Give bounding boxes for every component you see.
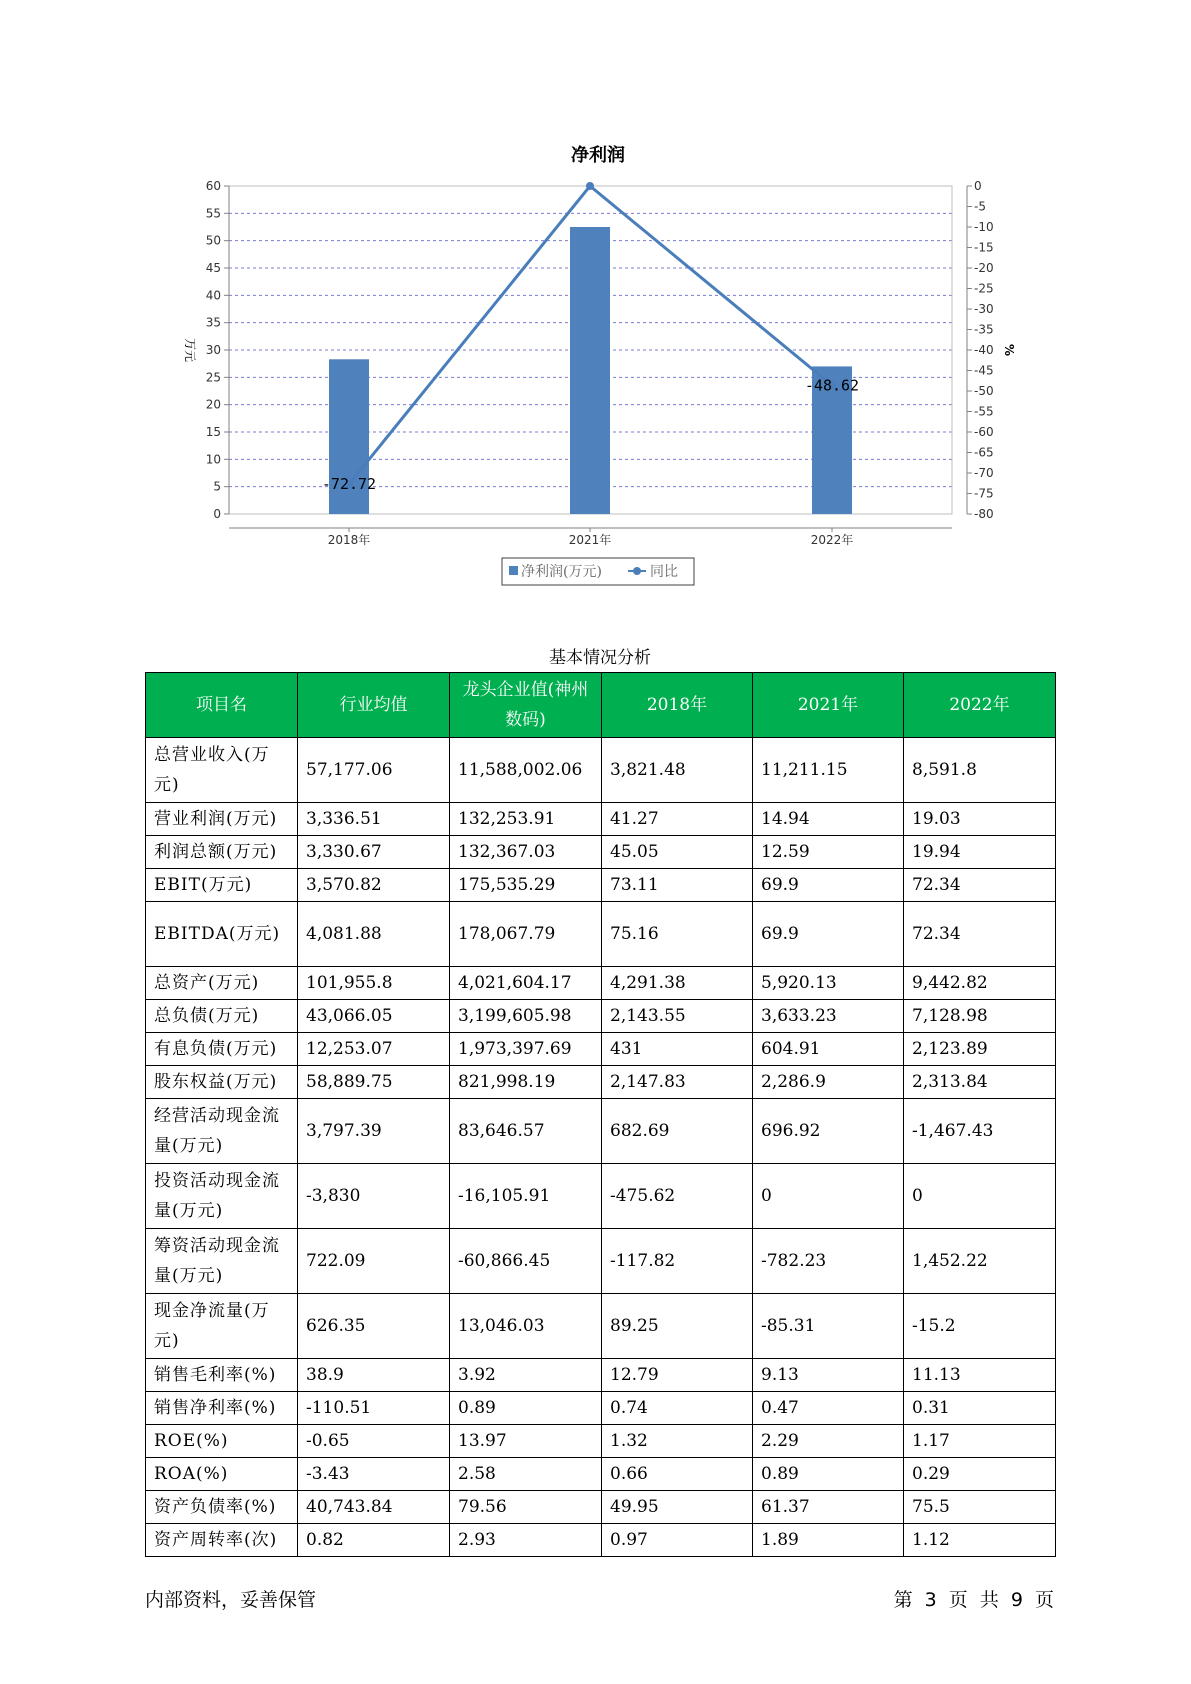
- row-label: 销售毛利率(%): [146, 1359, 298, 1392]
- chart-title: 净利润: [571, 145, 625, 166]
- y-tick-label: 10: [205, 452, 221, 467]
- bar-series: [329, 227, 852, 514]
- table-cell: 14.94: [753, 803, 904, 836]
- table-row: [146, 1099, 1056, 1164]
- table-cell: 3,797.39: [298, 1099, 450, 1164]
- table-cell: 101,955.8: [298, 967, 450, 1000]
- table-row: [146, 1524, 1056, 1557]
- table-cell: 49.95: [602, 1491, 753, 1524]
- table-cell: 132,367.03: [450, 836, 602, 869]
- table-cell: 682.69: [602, 1099, 753, 1164]
- table-cell: -85.31: [753, 1294, 904, 1359]
- y-axis: [206, 179, 229, 521]
- table-cell: 9,442.82: [904, 967, 1056, 1000]
- table-cell: 0: [753, 1164, 904, 1229]
- legend-line-marker: [633, 567, 641, 575]
- table-cell: 43,066.05: [298, 1000, 450, 1033]
- table-cell: 73.11: [602, 869, 753, 902]
- table-cell: 3,821.48: [602, 738, 753, 803]
- table-cell: 0.97: [602, 1524, 753, 1557]
- table-cell: -16,105.91: [450, 1164, 602, 1229]
- table-header-row: [146, 673, 1056, 738]
- table-row: [146, 1033, 1056, 1066]
- table-cell: 0.47: [753, 1392, 904, 1425]
- y2-tick-label: -45: [974, 363, 994, 378]
- y-tick-label: 30: [205, 343, 221, 357]
- table-cell: -110.51: [298, 1392, 450, 1425]
- y-tick-label: 25: [205, 370, 221, 385]
- column-header: 2021年: [753, 673, 904, 738]
- y2-tick-label: -65: [974, 445, 994, 460]
- y-tick-label: 0: [213, 507, 221, 521]
- x-axis: [328, 528, 854, 547]
- row-label: EBITDA(万元): [146, 902, 298, 967]
- table-cell: 2.93: [450, 1524, 602, 1557]
- chart-legend: [502, 558, 694, 585]
- table-cell: 2,147.83: [602, 1066, 753, 1099]
- table-cell: 3,330.67: [298, 836, 450, 869]
- data-label: -48.62: [804, 376, 860, 395]
- table-cell: 3,336.51: [298, 803, 450, 836]
- table-cell: 2,143.55: [602, 1000, 753, 1033]
- table-cell: 626.35: [298, 1294, 450, 1359]
- table-cell: 722.09: [298, 1229, 450, 1294]
- table-cell: -60,866.45: [450, 1229, 602, 1294]
- y2-tick-label: -75: [974, 486, 994, 501]
- table-cell: 13.97: [450, 1425, 602, 1458]
- table-cell: 69.9: [753, 902, 904, 967]
- table-row: [146, 1392, 1056, 1425]
- row-label: 经营活动现金流量(万元): [146, 1099, 298, 1164]
- table-cell: 12.59: [753, 836, 904, 869]
- table-cell: -475.62: [602, 1164, 753, 1229]
- row-label: 总营业收入(万元): [146, 738, 298, 803]
- column-header: 行业均值: [298, 673, 450, 738]
- table-cell: 431: [602, 1033, 753, 1066]
- table-cell: 8,591.8: [904, 738, 1056, 803]
- row-label: ROE(%): [146, 1425, 298, 1458]
- table-cell: 1,452.22: [904, 1229, 1056, 1294]
- table-cell: 58,889.75: [298, 1066, 450, 1099]
- table-cell: 132,253.91: [450, 803, 602, 836]
- y2-axis-label: %: [1002, 343, 1016, 357]
- table-row: [146, 1164, 1056, 1229]
- row-label: ROA(%): [146, 1458, 298, 1491]
- table-cell: 9.13: [753, 1359, 904, 1392]
- table-cell: 3,570.82: [298, 869, 450, 902]
- x-tick-label: 2018年: [327, 533, 371, 547]
- table-cell: 696.92: [753, 1099, 904, 1164]
- table-cell: -0.65: [298, 1425, 450, 1458]
- y-tick-label: 20: [205, 397, 221, 412]
- row-label: 现金净流量(万元): [146, 1294, 298, 1359]
- table-cell: 604.91: [753, 1033, 904, 1066]
- y-tick-label: 35: [205, 315, 221, 330]
- table-row: [146, 1425, 1056, 1458]
- table-cell: 2.29: [753, 1425, 904, 1458]
- table-cell: 2,313.84: [904, 1066, 1056, 1099]
- table-cell: 38.9: [298, 1359, 450, 1392]
- table-cell: 4,291.38: [602, 967, 753, 1000]
- table-cell: 821,998.19: [450, 1066, 602, 1099]
- table-cell: 2.58: [450, 1458, 602, 1491]
- table-cell: 178,067.79: [450, 902, 602, 967]
- row-label: 营业利润(万元): [146, 803, 298, 836]
- column-header: 项目名: [146, 673, 298, 738]
- row-label: 股东权益(万元): [146, 1066, 298, 1099]
- table-cell: 19.94: [904, 836, 1056, 869]
- y2-tick-label: -50: [974, 384, 994, 398]
- x-tick-label: 2021年: [568, 533, 612, 547]
- table-cell: 75.5: [904, 1491, 1056, 1524]
- table-cell: -15.2: [904, 1294, 1056, 1359]
- x-tick-label: 2022年: [810, 533, 854, 547]
- bar: [570, 227, 610, 514]
- table-row: [146, 967, 1056, 1000]
- table-row: [146, 738, 1056, 803]
- y-tick-label: 40: [205, 288, 221, 303]
- table-row: [146, 1294, 1056, 1359]
- table-cell: 3,199,605.98: [450, 1000, 602, 1033]
- row-label: 资产负债率(%): [146, 1491, 298, 1524]
- table-cell: -782.23: [753, 1229, 904, 1294]
- row-label: 资产周转率(次): [146, 1524, 298, 1557]
- row-label: 投资活动现金流量(万元): [146, 1164, 298, 1229]
- table-cell: -117.82: [602, 1229, 753, 1294]
- table-cell: 2,286.9: [753, 1066, 904, 1099]
- table-row: [146, 836, 1056, 869]
- table-cell: 89.25: [602, 1294, 753, 1359]
- table-cell: 12.79: [602, 1359, 753, 1392]
- table-cell: 83,646.57: [450, 1099, 602, 1164]
- table-cell: 1.12: [904, 1524, 1056, 1557]
- table-cell: -3,830: [298, 1164, 450, 1229]
- table-cell: 0.82: [298, 1524, 450, 1557]
- table-cell: 41.27: [602, 803, 753, 836]
- table-cell: 1,973,397.69: [450, 1033, 602, 1066]
- table-cell: 40,743.84: [298, 1491, 450, 1524]
- y-tick-label: 5: [213, 479, 221, 494]
- table-cell: 1.89: [753, 1524, 904, 1557]
- table-cell: 5,920.13: [753, 967, 904, 1000]
- table-row: [146, 902, 1056, 967]
- column-header: 龙头企业值(神州数码): [450, 673, 602, 738]
- row-label: 总资产(万元): [146, 967, 298, 1000]
- table-cell: 0.89: [753, 1458, 904, 1491]
- y2-tick-label: -70: [974, 466, 994, 480]
- y2-tick-label: -40: [974, 343, 994, 357]
- analysis-table: [145, 672, 1056, 1557]
- table-cell: 79.56: [450, 1491, 602, 1524]
- row-label: 利润总额(万元): [146, 836, 298, 869]
- table-cell: 0.89: [450, 1392, 602, 1425]
- table-cell: 12,253.07: [298, 1033, 450, 1066]
- legend-bar-label: 净利润(万元): [521, 564, 602, 580]
- row-label: 筹资活动现金流量(万元): [146, 1229, 298, 1294]
- y2-tick-label: 0: [974, 179, 982, 193]
- y2-tick-label: -25: [974, 281, 994, 296]
- table-row: [146, 1491, 1056, 1524]
- footer-confidential-note: 内部资料，妥善保管: [145, 1589, 317, 1611]
- table-cell: -3.43: [298, 1458, 450, 1491]
- table-cell: 3,633.23: [753, 1000, 904, 1033]
- y2-tick-label: -20: [974, 261, 994, 275]
- table-cell: -1,467.43: [904, 1099, 1056, 1164]
- y2-tick-label: -30: [974, 302, 994, 316]
- table-cell: 175,535.29: [450, 869, 602, 902]
- legend-bar-swatch: [509, 566, 518, 575]
- y-axis-label: 万元: [183, 337, 197, 363]
- y-tick-label: 55: [205, 206, 221, 221]
- table-cell: 11.13: [904, 1359, 1056, 1392]
- column-header: 2022年: [904, 673, 1056, 738]
- table-cell: 1.32: [602, 1425, 753, 1458]
- table-cell: 3.92: [450, 1359, 602, 1392]
- y2-tick-label: -60: [974, 425, 994, 439]
- table-row: [146, 1066, 1056, 1099]
- table-cell: 61.37: [753, 1491, 904, 1524]
- table-cell: 4,021,604.17: [450, 967, 602, 1000]
- table-row: [146, 1000, 1056, 1033]
- row-label: 销售净利率(%): [146, 1392, 298, 1425]
- table-cell: 0.74: [602, 1392, 753, 1425]
- table-cell: 13,046.03: [450, 1294, 602, 1359]
- table-cell: 72.34: [904, 869, 1056, 902]
- table-cell: 2,123.89: [904, 1033, 1056, 1066]
- y-tick-label: 45: [205, 261, 221, 275]
- table-cell: 69.9: [753, 869, 904, 902]
- y2-tick-label: -55: [974, 404, 994, 419]
- y-tick-label: 15: [205, 425, 221, 439]
- table-cell: 11,588,002.06: [450, 738, 602, 803]
- data-label: -72.72: [321, 475, 377, 494]
- footer-page-number: 第 3 页 共 9 页: [893, 1589, 1054, 1611]
- table-cell: 0: [904, 1164, 1056, 1229]
- legend-line-label: 同比: [650, 564, 678, 580]
- table-cell: 0.66: [602, 1458, 753, 1491]
- table-cell: 7,128.98: [904, 1000, 1056, 1033]
- y2-tick-label: -35: [974, 322, 994, 337]
- net-profit-chart: [0, 0, 1191, 620]
- table-cell: 75.16: [602, 902, 753, 967]
- table-row: [146, 1458, 1056, 1491]
- y2-tick-label: -80: [974, 507, 994, 521]
- table-cell: 11,211.15: [753, 738, 904, 803]
- table-body: [146, 738, 1056, 1557]
- table-row: [146, 1359, 1056, 1392]
- y-tick-label: 50: [205, 233, 221, 248]
- table-row: [146, 1229, 1056, 1294]
- y2-axis: [967, 179, 994, 521]
- table-cell: 4,081.88: [298, 902, 450, 967]
- table-caption: 基本情况分析: [549, 648, 651, 668]
- table-cell: 45.05: [602, 836, 753, 869]
- row-label: EBIT(万元): [146, 869, 298, 902]
- table-cell: 72.34: [904, 902, 1056, 967]
- table-cell: 1.17: [904, 1425, 1056, 1458]
- y2-tick-label: -5: [974, 199, 986, 214]
- table-cell: 0.31: [904, 1392, 1056, 1425]
- y2-tick-label: -15: [974, 240, 994, 255]
- table-row: [146, 869, 1056, 902]
- y-tick-label: 60: [205, 179, 221, 193]
- y2-tick-label: -10: [974, 220, 994, 234]
- table-cell: 19.03: [904, 803, 1056, 836]
- row-label: 有息负债(万元): [146, 1033, 298, 1066]
- line-point: [586, 182, 594, 190]
- row-label: 总负债(万元): [146, 1000, 298, 1033]
- table-cell: 57,177.06: [298, 738, 450, 803]
- table-row: [146, 803, 1056, 836]
- table-cell: 0.29: [904, 1458, 1056, 1491]
- column-header: 2018年: [602, 673, 753, 738]
